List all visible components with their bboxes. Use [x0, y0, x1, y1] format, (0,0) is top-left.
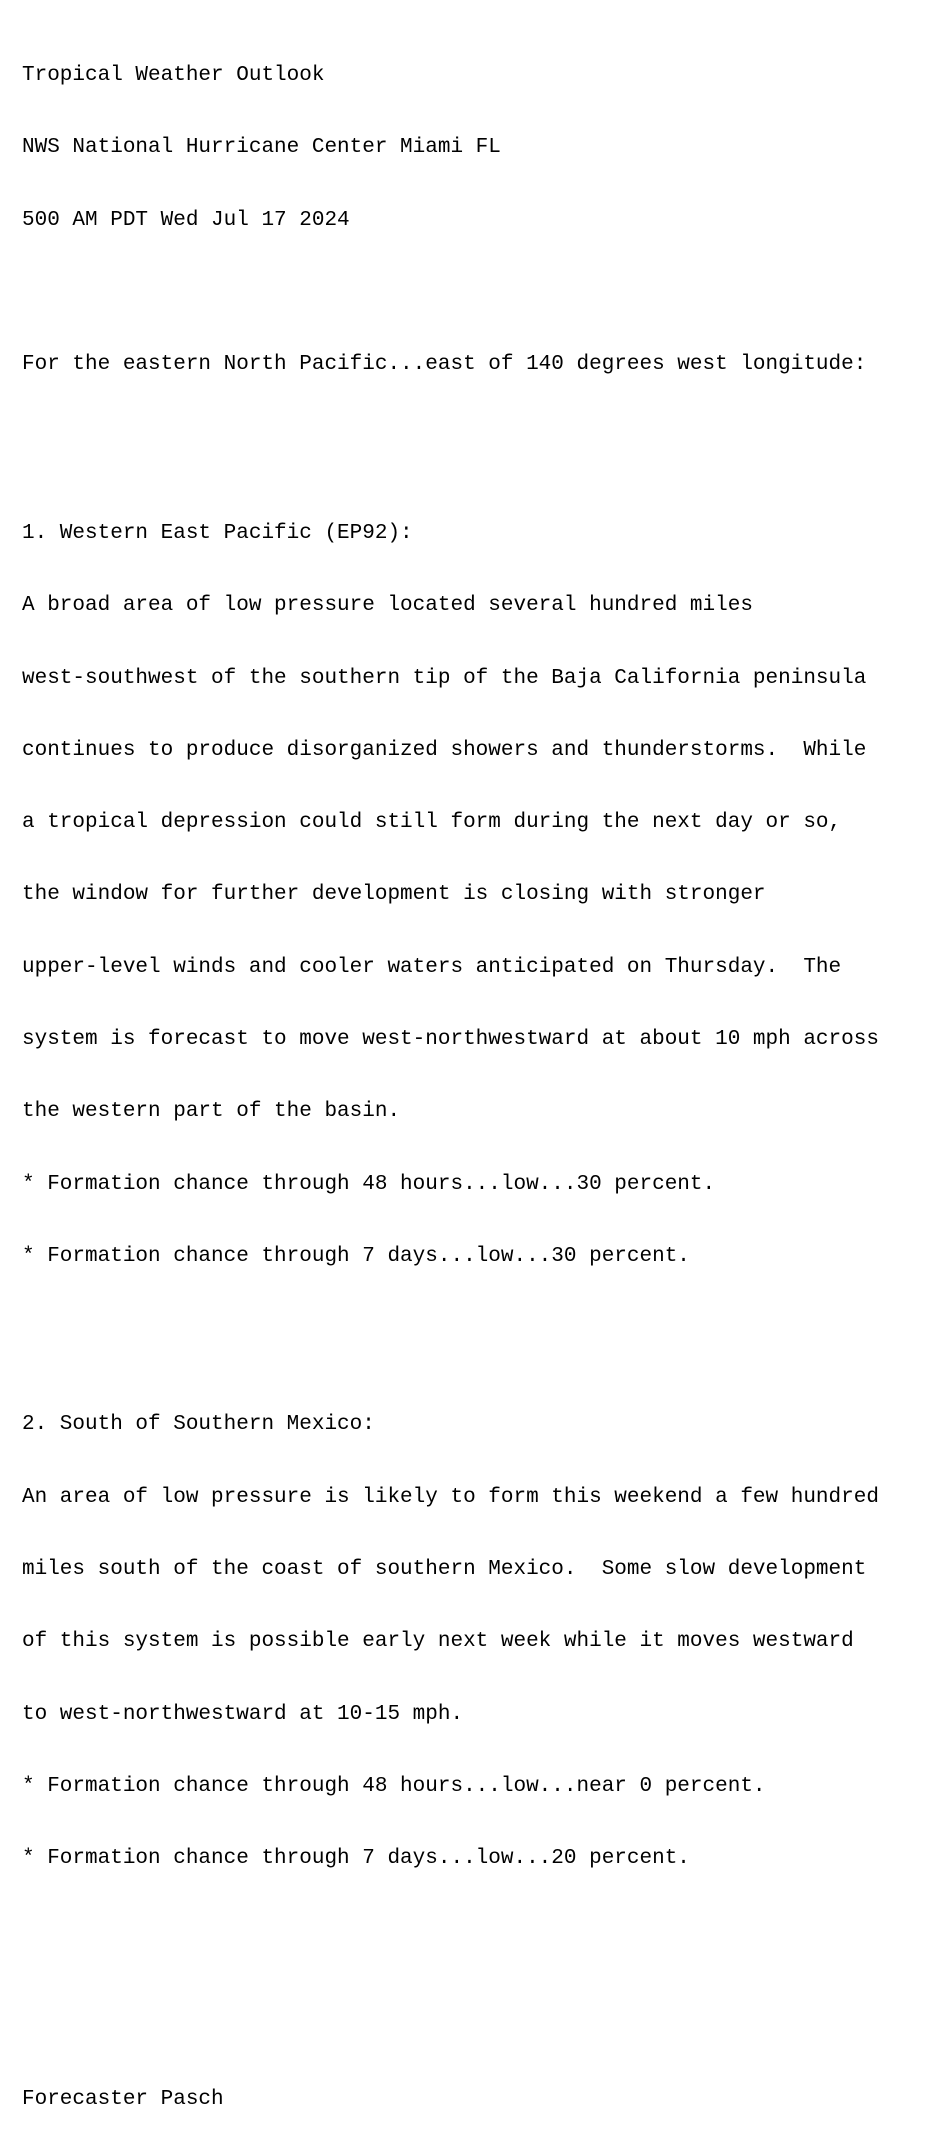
system-1-text-line: A broad area of low pressure located several hundred miles	[22, 594, 753, 618]
issuing-office: NWS National Hurricane Center Miami FL	[22, 136, 501, 160]
system-2-chance-48h: * Formation chance through 48 hours...low...near 0 percent.	[22, 1774, 766, 1798]
system-1-text-line: the window for further development is closing with stronger	[22, 883, 766, 907]
system-2-text-line: An area of low pressure is likely to form this weekend a few hundred	[22, 1485, 879, 1509]
blank-line	[22, 1317, 950, 1341]
blank-line	[22, 426, 950, 450]
basin-intro: For the eastern North Pacific...east of 140 degrees west longitude:	[22, 353, 867, 377]
system-1-text-line: continues to produce disorganized showers and thunderstorms. While	[22, 738, 867, 762]
system-2-text-line: miles south of the coast of southern Mexico. Some slow development	[22, 1558, 867, 1581]
blank-line	[22, 281, 950, 305]
system-1-heading: 1. Western East Pacific (EP92):	[22, 521, 413, 545]
system-2-text-line: of this system is possible early next week while it moves westward	[22, 1630, 854, 1654]
system-2-text-line: to west-northwestward at 10-15 mph.	[22, 1702, 464, 1726]
system-1-text-line: upper-level winds and cooler waters anticipated on Thursday. The	[22, 955, 842, 979]
forecaster-signature: Forecaster Pasch	[22, 2088, 224, 2112]
system-1-text-line: system is forecast to move west-northwestward at about 10 mph across	[22, 1027, 879, 1051]
system-1-chance-7d: * Formation chance through 7 days...low...30 percent.	[22, 1244, 690, 1268]
blank-line	[22, 1992, 950, 2016]
system-1-text-line: west-southwest of the southern tip of the Baja California peninsula	[22, 666, 867, 690]
system-1-text-line: the western part of the basin.	[22, 1100, 401, 1124]
system-1-chance-48h: * Formation chance through 48 hours...low...30 percent.	[22, 1172, 716, 1196]
blank-line	[22, 1919, 950, 1943]
outlook-title: Tropical Weather Outlook	[22, 64, 325, 88]
issue-time: 500 AM PDT Wed Jul 17 2024	[22, 208, 350, 232]
system-1-text-line: a tropical depression could still form during the next day or so,	[22, 811, 842, 835]
system-2-heading: 2. South of Southern Mexico:	[22, 1413, 375, 1437]
system-2-chance-7d: * Formation chance through 7 days...low...20 percent.	[22, 1847, 690, 1871]
